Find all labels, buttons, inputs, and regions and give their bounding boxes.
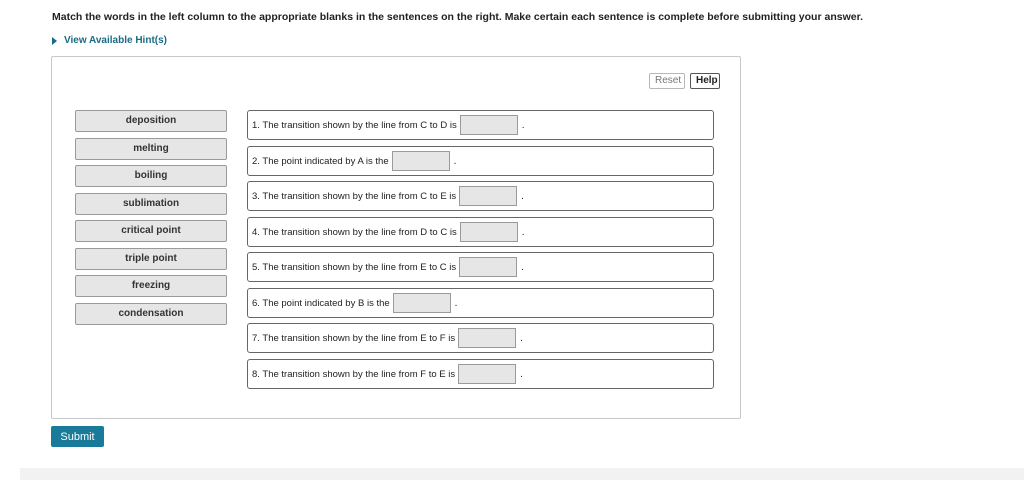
term-tile[interactable]: freezing [75, 275, 227, 297]
sentence-text: 7. The transition shown by the line from E to F is [252, 332, 456, 344]
answer-drop-target[interactable] [460, 115, 518, 135]
sentence-text: 8. The transition shown by the line from F to E is [252, 368, 456, 380]
sentence-row [247, 181, 714, 211]
answer-drop-target[interactable] [393, 293, 451, 313]
submit-button[interactable]: Submit [51, 426, 104, 447]
sentence-text: 6. The point indicated by B is the [252, 297, 390, 309]
sentence-end: . [520, 332, 523, 344]
answer-drop-target[interactable] [459, 186, 517, 206]
term-tile[interactable]: sublimation [75, 193, 227, 215]
view-hints-toggle[interactable] [52, 35, 167, 46]
help-button[interactable]: Help [690, 73, 720, 89]
sentence-row [247, 288, 714, 318]
sentence-text: 3. The transition shown by the line from C to E is [252, 190, 457, 202]
sentence-row [247, 359, 714, 389]
sentence-row [247, 146, 714, 176]
answer-drop-target[interactable] [458, 328, 516, 348]
sentence-row [247, 323, 714, 353]
sentence-end: . [454, 297, 458, 309]
footer-bar [20, 468, 1024, 480]
term-tile[interactable]: condensation [75, 303, 227, 325]
sentence-row [247, 217, 714, 247]
answer-drop-target[interactable] [459, 257, 517, 277]
term-tile[interactable]: critical point [75, 220, 227, 242]
sentence-row [247, 110, 714, 140]
sentence-end: . [520, 368, 523, 380]
sentence-text: 1. The transition shown by the line from C to D is [252, 119, 457, 131]
sentence-end: . [521, 119, 525, 131]
answer-drop-target[interactable] [392, 151, 450, 171]
answer-drop-target[interactable] [460, 222, 518, 242]
term-tile[interactable]: deposition [75, 110, 227, 132]
instructions-text: Match the words in the left column to the appropriate blanks in the sentences on the right. Make certain each sentence is complete before submitting your answer. [52, 11, 864, 23]
sentence-end: . [521, 261, 524, 273]
caret-right-icon [52, 37, 57, 45]
answer-drop-target[interactable] [458, 364, 516, 384]
term-tile[interactable]: boiling [75, 165, 227, 187]
sentence-text: 5. The transition shown by the line from E to C is [252, 261, 457, 273]
term-tile[interactable]: triple point [75, 248, 227, 270]
sentence-text: 4. The transition shown by the line from D to C is [252, 226, 457, 238]
sentence-text: 2. The point indicated by A is the [252, 155, 389, 167]
sentence-end: . [521, 190, 524, 202]
hint-label: View Available Hint(s) [64, 35, 167, 46]
sentence-end: . [453, 155, 457, 167]
term-tile[interactable]: melting [75, 138, 227, 160]
sentence-row [247, 252, 714, 282]
reset-button[interactable]: Reset [649, 73, 685, 89]
sentence-end: . [521, 226, 525, 238]
